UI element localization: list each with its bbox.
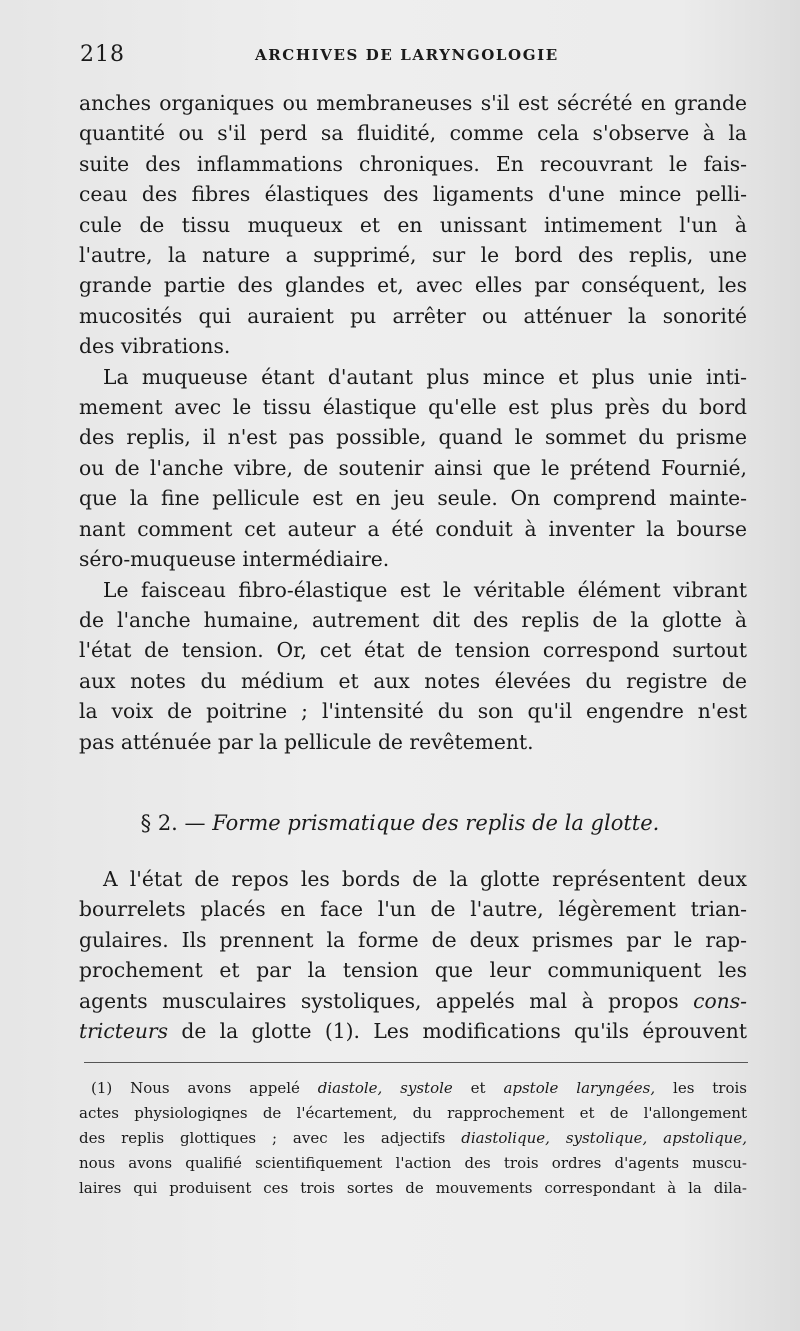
paragraph-3	[79, 575, 747, 757]
text-segment: et	[452, 1079, 504, 1097]
text-line: l'autre, la nature a supprimé, sur le bord des replis, une	[79, 243, 747, 268]
text-line: de l'anche humaine, autrement dit des replis de la glotte à	[79, 607, 747, 632]
text-line: anches organiques ou membraneuses s'il est sécrété en grande	[79, 91, 747, 115]
running-title: ARCHIVES DE LARYNGOLOGIE	[255, 46, 559, 64]
text-segment: Nous avons appelé	[112, 1079, 318, 1097]
text-line: suite des inflammations chroniques. En recouvrant le fais-	[79, 151, 747, 176]
footnote	[79, 1076, 747, 1201]
text-segment	[382, 1079, 400, 1097]
italic-word: systolique,	[565, 1129, 648, 1147]
page-number: 218	[80, 42, 125, 67]
text-line: aux notes du médium et aux notes élevées du registre de	[79, 668, 747, 693]
text-line: l'état de tension. Or, cet état de tension correspond surtout	[79, 638, 747, 663]
text-line: grande partie des glandes et, avec elles par conséquent, les	[79, 273, 747, 298]
italic-word: diastole,	[317, 1079, 383, 1097]
paragraph-4	[79, 864, 747, 1046]
text-line: ou de l'anche vibre, de soutenir ainsi que le prétend Fournié,	[79, 455, 747, 480]
italic-word: apstolique,	[663, 1129, 747, 1147]
text-segment	[550, 1129, 566, 1147]
text-line	[79, 1016, 747, 1046]
section-title: Forme prismatique des replis de la glotte.	[212, 811, 660, 835]
text-segment: agents musculaires systoliques, appelés mal à propos	[79, 988, 679, 1013]
text-line	[79, 986, 747, 1016]
text-line: gulaires. Ils prennent la forme de deux prismes par le rap-	[79, 927, 747, 952]
text-segment: de la glotte (1). Les modifications qu'ils éprouvent	[168, 1019, 747, 1044]
text-line: A l'état de repos les bords de la glotte représentent deux	[103, 867, 747, 891]
footnote-line: nous avons qualifié scientifiquement l'action des trois ordres d'agents muscu-	[79, 1154, 747, 1172]
footnote-line	[79, 1076, 747, 1101]
text-line: bourrelets placés en face l'un de l'autre, légèrement trian-	[79, 897, 747, 922]
section-number: § 2. —	[140, 811, 206, 835]
footnote-line: actes physiologiqnes de l'écartement, du rapprochement et de l'allongement	[79, 1104, 747, 1122]
italic-word: systole	[400, 1079, 453, 1097]
text-line: séro-muqueuse intermédiaire.	[79, 547, 390, 572]
text-segment: les trois	[655, 1079, 747, 1097]
footnote-rule	[84, 1062, 748, 1063]
text-line: pas atténuée par la pellicule de revêtement.	[79, 729, 534, 754]
italic-word: cons-	[693, 988, 747, 1013]
text-line: quantité ou s'il perd sa fluidité, comme cela s'observe à la	[79, 121, 747, 146]
page-header	[80, 42, 750, 72]
text-line: Le faisceau fibro-élastique est le véritable élément vibrant	[103, 577, 747, 602]
main-text	[79, 88, 747, 757]
italic-word: diastolique,	[461, 1129, 550, 1147]
text-line: la voix de poitrine ; l'intensité du son qu'il engendre n'est	[79, 699, 747, 724]
paragraph-2	[79, 362, 747, 575]
text-segment	[647, 1129, 663, 1147]
text-line: que la fine pellicule est en jeu seule. On comprend mainte-	[79, 486, 747, 511]
text-line: mucosités qui auraient pu arrêter ou atténuer la sonorité	[79, 303, 747, 328]
footnote-line: laires qui produisent ces trois sortes de mouvements correspondant à la dila-	[79, 1179, 747, 1197]
text-line: mement avec le tissu élastique qu'elle est plus près du bord	[79, 395, 747, 420]
footnote-line	[79, 1126, 747, 1151]
italic-word: tricteurs	[79, 1019, 169, 1044]
text-segment: des replis glottiques ; avec les adjectifs	[79, 1129, 462, 1147]
text-line: cule de tissu muqueux et en unissant intimement l'un à	[79, 212, 747, 237]
text-line: nant comment cet auteur a été conduit à inventer la bourse	[79, 516, 747, 541]
italic-word: apstole laryngées,	[503, 1079, 656, 1097]
text-line: prochement et par la tension que leur communiquent les	[79, 958, 747, 983]
text-line: des replis, il n'est pas possible, quand le sommet du prisme	[79, 425, 747, 450]
paragraph-1	[79, 88, 747, 362]
footnote-marker: (1)	[91, 1079, 113, 1097]
text-line: ceau des fibres élastiques des ligaments d'une mince pelli-	[79, 182, 747, 207]
text-line: La muqueuse étant d'autant plus mince et plus unie inti-	[103, 364, 747, 389]
text-line: des vibrations.	[79, 334, 231, 359]
section-heading	[0, 811, 800, 835]
